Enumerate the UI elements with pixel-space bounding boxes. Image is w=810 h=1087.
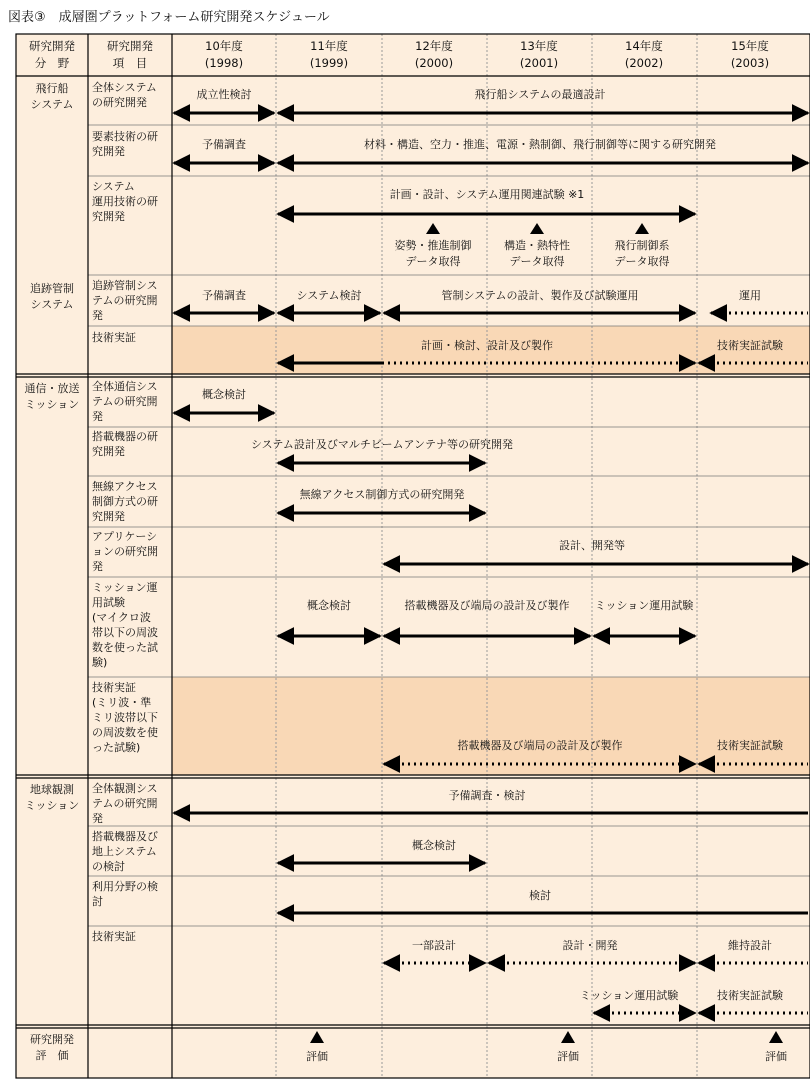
item-r10-3: (マイクロ波 [92,611,151,624]
label-prelim-2: 予備調査 [202,289,246,302]
label-control-system: 管制システムの設計、製作及び試験運用 [441,289,639,302]
item-r11-3: ミリ波帯以下 [92,711,158,724]
chart-caption: 図表③ 成層圏プラットフォーム研究開発スケジュール [8,10,330,25]
item-r6-3: 発 [92,410,103,423]
item-r14-1: 利用分野の検 [92,880,158,893]
item-r12-1: 全体観測シス [92,782,158,795]
item-r4-3: 発 [92,309,103,322]
label-milestone-2b: データ取得 [509,255,565,268]
label-concept-1: 概念検討 [202,388,246,401]
item-r9-3: 発 [92,560,103,573]
label-milestone-1a: 姿勢・推進制御 [394,239,472,252]
item-r7-1: 搭載機器の研 [92,430,158,443]
year-15: 15年度 [731,39,769,53]
item-r11-2: (ミリ波・準 [92,696,152,709]
era-2002: (2002) [624,56,664,70]
item-r10-6: 験) [92,656,108,669]
item-r10-2: 用試験 [92,596,125,609]
era-1999: (1999) [309,56,349,70]
item-r3-1: システム [92,180,135,193]
item-r14-2: 討 [92,895,103,908]
label-mission-test-1: ミッション運用試験 [594,599,694,612]
label-usage-study: 検討 [529,889,551,902]
label-eval-2: 評価 [557,1050,579,1063]
label-concept-2: 概念検討 [307,599,351,612]
item-r4-1: 追跡管制シス [92,279,158,292]
item-r1-1: 全体システム [92,81,157,94]
header-field-line2: 分 野 [34,56,70,70]
label-tech-demo-2: 技術実証試験 [717,739,783,752]
field-eval-2: 評 価 [35,1049,69,1062]
label-optimal-design: 飛行船システムの最適設計 [474,88,606,101]
label-tech-demo-1: 技術実証試験 [717,339,783,352]
item-r7-2: 究開発 [92,445,125,458]
year-10: 10年度 [205,39,243,53]
label-feasibility: 成立性検討 [196,88,252,101]
highlight-row-tech-demo-2 [172,677,810,775]
label-tech-demo-3: 技術実証試験 [717,989,783,1002]
item-r10-1: ミッション運 [92,581,158,594]
label-equip-design-2: 搭載機器及び端局の設計及び製作 [457,739,623,752]
item-r9-2: ョンの研究開 [92,545,158,558]
era-2000: (2000) [414,56,454,70]
item-r5-1: 技術実証 [92,331,136,344]
label-equip-design-1: 搭載機器及び端局の設計及び製作 [404,599,570,612]
label-partial-design: 一部設計 [412,939,456,952]
item-r12-3: 発 [92,812,103,825]
label-maintenance: 維持設計 [728,939,772,952]
era-1998: (1998) [204,56,244,70]
item-r11-1: 技術実証 [92,681,136,694]
item-r1-2: の研究開発 [92,96,147,109]
label-milestone-1b: データ取得 [405,255,461,268]
label-prelim-1: 予備調査 [202,138,246,151]
label-wireless: 無線アクセス制御方式の研究開発 [299,488,465,501]
label-element-tech: 材料・構造、空力・推進、電源・熱制御、飛行制御等に関する研究開発 [364,138,716,151]
item-r11-5: った試験) [92,741,141,754]
header-item-line2: 項 目 [112,56,148,70]
item-r11-4: の周波数を使 [92,726,158,739]
label-concept-3: 概念検討 [412,839,456,852]
item-r6-2: テムの研究開 [92,395,158,408]
item-r15-1: 技術実証 [92,930,136,943]
year-11: 11年度 [310,39,348,53]
label-eval-1: 評価 [306,1050,328,1063]
label-prelim-study: 予備調査・検討 [448,789,526,802]
label-design-dev: 設計・開発 [562,939,618,952]
year-13: 13年度 [520,39,558,53]
item-r12-2: テムの研究開 [92,797,158,810]
item-r13-1: 搭載機器及び [92,830,158,843]
header-item-line1: 研究開発 [107,39,153,53]
field-tracking-1: 追跡管制 [30,282,74,295]
label-ops-tech: 計画・設計、システム運用関連試験 ※1 [389,188,585,201]
header-field-line1: 研究開発 [29,39,75,53]
field-comm-1: 通信・放送 [24,382,80,395]
item-r4-2: テムの研究開 [92,294,158,307]
item-r2-1: 要素技術の研 [92,130,158,143]
field-earth-2: ミッション [24,799,80,812]
year-14: 14年度 [625,39,663,53]
label-milestone-3b: データ取得 [614,255,670,268]
field-earth-1: 地球観測 [30,783,74,796]
item-r6-1: 全体通信シス [92,380,158,393]
year-12: 12年度 [415,39,453,53]
item-r13-3: の検討 [92,860,125,873]
field-airship-1: 飛行船 [35,82,69,95]
item-r8-2: 制御方式の研 [92,495,158,508]
label-milestone-3a: 飛行制御系 [614,239,670,252]
item-r10-4: 帯以下の周波 [92,626,158,639]
item-r13-2: 地上システム [92,845,157,858]
label-system-study: システム検討 [296,289,362,302]
field-airship-2: システム [30,98,74,111]
item-r8-1: 無線アクセス [92,480,158,493]
item-r3-2: 運用技術の研 [92,195,158,208]
label-app-dev: 設計、開発等 [559,539,625,552]
item-r3-3: 究開発 [92,210,125,223]
field-tracking-2: システム [30,298,74,311]
field-eval-1: 研究開発 [30,1033,74,1046]
field-comm-2: ミッション [24,398,80,411]
era-2001: (2001) [519,56,559,70]
label-operation: 運用 [739,289,761,302]
era-2003: (2003) [730,56,770,70]
label-plan: 計画・検討、設計及び製作 [421,339,553,352]
item-r8-3: 究開発 [92,510,125,523]
item-r10-5: 数を使った試 [92,641,158,654]
item-r9-1: アプリケーシ [92,530,158,543]
item-r2-2: 究開発 [92,145,125,158]
label-mission-test-2: ミッション運用試験 [579,989,679,1002]
label-milestone-2a: 構造・熱特性 [504,239,570,252]
label-eval-3: 評価 [765,1050,787,1063]
label-multibeam: システム設計及びマルチビームアンテナ等の研究開発 [250,438,514,451]
